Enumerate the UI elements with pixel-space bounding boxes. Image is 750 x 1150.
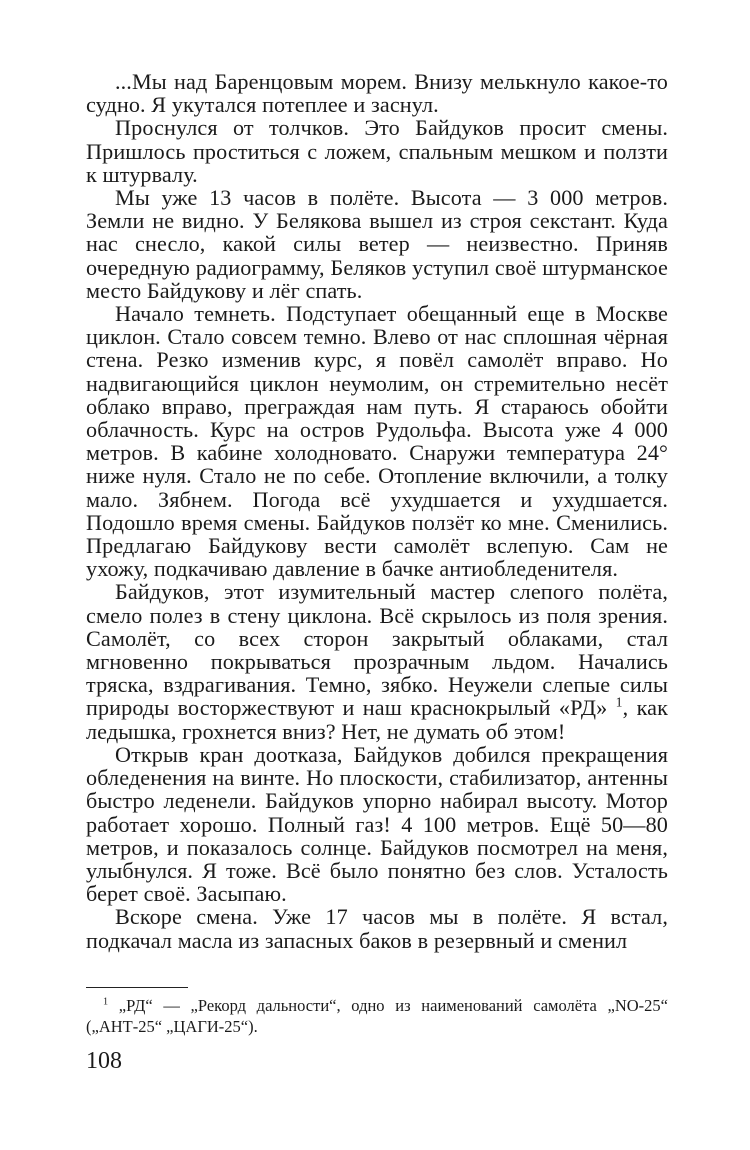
paragraph-2: Проснулся от толчков. Это Байдуков просит смены. Пришлось проститься с ложем, спальным мешком и ползти к штурвалу. — [86, 115, 668, 187]
paragraph-5-tail: , как ледышка, грохнется вниз? Нет, не думать об этом! — [86, 695, 668, 744]
footnote — [86, 995, 668, 1037]
paragraph-5 — [86, 580, 668, 742]
page-body — [86, 70, 668, 952]
footnote-reference[interactable]: 1 — [615, 695, 623, 711]
footnote-text: „РД“ — „Рекорд дальности“, одно из наименований самолёта „NO-25“ („АНТ-25“ „ЦАГИ-25“). — [86, 996, 668, 1036]
paragraph-1: ...Мы над Баренцовым морем. Внизу мелькнуло какое-то судно. Я укутался потеплее и заснул. — [86, 69, 668, 118]
page-number: 108 — [86, 1048, 122, 1074]
footnote-marker: 1 — [103, 996, 109, 1008]
paragraph-7: Вскоре смена. Уже 17 часов мы в полёте. Я встал, подкачал масла из запасных баков в резервный и сменил — [86, 904, 668, 953]
paragraph-4: Начало темнеть. Подступает обещанный еще в Москве циклон. Стало совсем темно. Влево от нас сплошная чёрная стена. Резко изменив курс, я повёл самолёт вправо. Но надвигающийся циклон неумолим, он стремительно несёт облако вправо, преграждая нам путь. Я стараюсь обойти облачность. Курс на остров Рудольфа. Высота уже 4 000 метров. В кабине холодновато. Снаружи температура 24° ниже нуля. Стало не по себе. Отопление включили, а толку мало. Зябнем. Погода всё ухудшается и ухудшается. Подошло время смены. Байдуков ползёт ко мне. Сменились. Предлагаю Байдукову вести самолёт вслепую. Сам не ухожу, подкачиваю давление в бачке антиобледенителя. — [86, 301, 668, 582]
paragraph-5-text: Байдуков, этот изумительный мастер слепого полёта, смело полез в стену циклона. Всё скрылось из поля зрения. Самолёт, со всех сторон закрытый облаками, стал мгновенно покрываться прозрачным льдом. Начались тряска, вздрагивания. Темно, зябко. Неужели слепые силы природы восторжествуют и наш краснокрылый «РД» — [86, 579, 668, 721]
footnote-divider — [86, 987, 188, 988]
paragraph-6: Открыв кран доотказа, Байдуков добился прекращения обледенения на винте. Но плоскости, стабилизатор, антенны быстро леденели. Байдуков упорно набирал высоту. Мотор работает хорошо. Полный газ! 4 100 метров. Ещё 50—80 метров, и показалось солнце. Байдуков посмотрел на меня, улыбнулся. Я тоже. Всё было понятно без слов. Усталость берет своё. Засыпаю. — [86, 741, 668, 907]
paragraph-3: Мы уже 13 часов в полёте. Высота — 3 000 метров. Земли не видно. У Белякова вышел из строя секстант. Куда нас снесло, какой силы ветер — неизвестно. Приняв очередную радиограмму, Беляков уступил своё штурманское место Байдукову и лёг спать. — [86, 185, 668, 303]
